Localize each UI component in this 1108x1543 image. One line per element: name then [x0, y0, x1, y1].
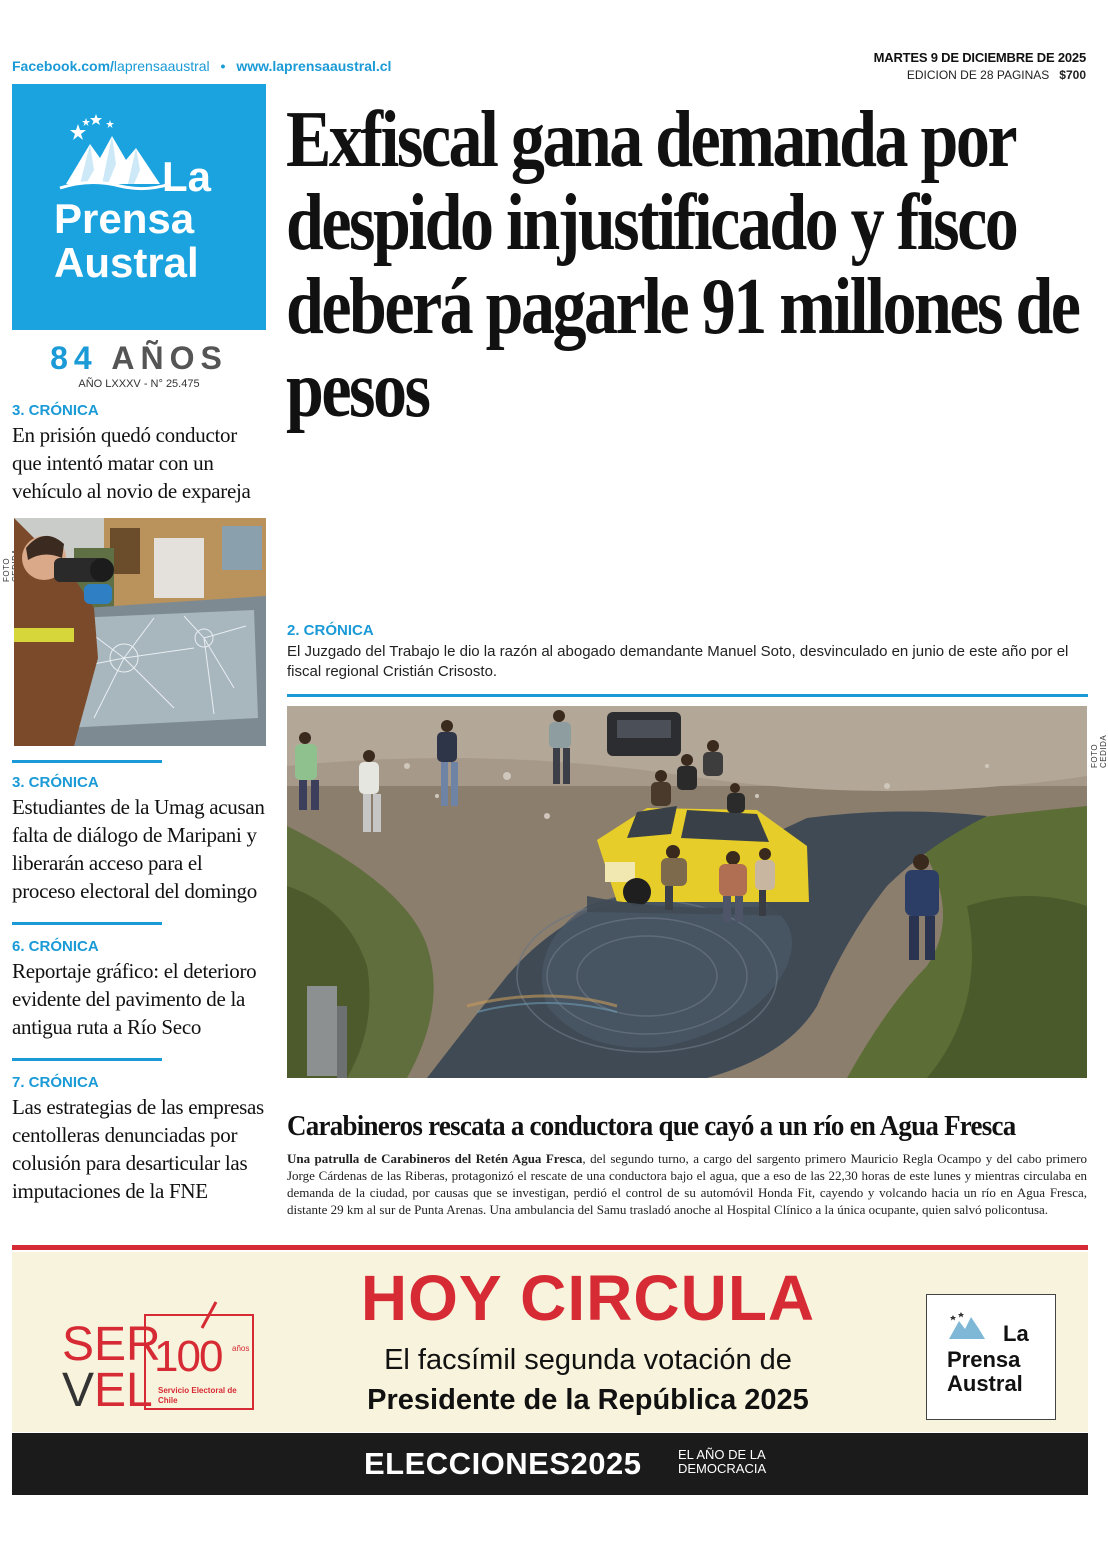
banner-subtitle-bold: Presidente de la República 2025: [367, 1384, 809, 1416]
caption-text: , del segundo turno, a cargo del sargento primero Mauricio Regla Ocampo y del cabo primero Jorge Cárdenas de las Riberas, protagonizó el rescate de una conductora bajo el agua, que a eso de las 22,30 horas de este lunes y mientras circulaba en demanda de la ciudad, por causas que se investigan, perdió el control de su automóvil Honda Fit, cayendo y volcando hacia un río en Agua Fresca, distante 29 km al sur de Punta Arenas. Una ambulancia del Samu trasladó anoche al Hospital Clínico a la única ocupante, quien salvó policontusa.: [287, 1151, 1087, 1218]
anniversary-number: 84: [50, 340, 98, 376]
anniversary: [12, 340, 266, 377]
sidebar-story-3[interactable]: [12, 938, 270, 1041]
logo-word-la: La: [162, 153, 212, 200]
section-label: 7. CRÓNICA: [12, 1074, 99, 1091]
centenary-word: años: [232, 1344, 250, 1353]
sidebar-story-1[interactable]: [12, 402, 270, 505]
servel-v: V: [62, 1363, 95, 1417]
divider: [12, 760, 162, 763]
dateline: [786, 50, 1086, 82]
elections-title: ELECCIONES2025: [364, 1446, 642, 1481]
mini-logo-la: La: [1003, 1321, 1029, 1346]
windshield-photo-image: [14, 518, 266, 746]
banner-top-rule: [12, 1245, 1088, 1250]
banner-subtitle: El facsímil segunda votación de: [384, 1344, 792, 1376]
website-link[interactable]: www.laprensaaustral.cl: [236, 58, 392, 74]
photo-caption-body: [287, 1150, 1087, 1219]
election-banner[interactable]: [12, 1252, 1088, 1432]
logo-word-austral: Austral: [54, 239, 199, 286]
section-label: 3. CRÓNICA: [12, 402, 99, 419]
photo-credit: FOTO CEDIDA: [1090, 734, 1108, 768]
issue-date: MARTES 9 DE DICIEMBRE DE 2025: [873, 50, 1086, 65]
section-label: 6. CRÓNICA: [12, 938, 99, 955]
caption-lead: Una patrulla de Carabineros del Retén Agua Fresca: [287, 1151, 583, 1166]
mini-mountains-icon: [947, 1311, 987, 1341]
servel-el: EL: [94, 1363, 153, 1417]
banner-title: HOY CIRCULA: [360, 1262, 816, 1334]
facebook-prefix[interactable]: Facebook.com/: [12, 58, 114, 74]
volume-number: AÑO LXXXV - N° 25.475: [78, 378, 200, 390]
social-links: [12, 58, 391, 74]
story-headline[interactable]: Las estrategias de las empresas centolleras denunciadas por colusión para desarticular las imputaciones de la FNE: [12, 1095, 264, 1204]
divider: [287, 694, 1088, 697]
sidebar-story-2[interactable]: [12, 774, 270, 906]
mini-logo: [926, 1294, 1056, 1420]
servel-top: SER: [62, 1318, 161, 1371]
slash-icon: [194, 1300, 224, 1330]
mini-logo-austral: Austral: [947, 1371, 1023, 1396]
sidebar-story-4[interactable]: [12, 1074, 270, 1206]
anniversary-word: AÑOS: [111, 340, 228, 376]
centenary-number: 100: [154, 1332, 222, 1381]
main-headline[interactable]: Exfiscal gana demanda por despido injustificado y fisco deberá pagarle 91 millones de pesos: [286, 94, 1079, 435]
photo-credit: FOTO: [2, 557, 11, 582]
logo-word-prensa: Prensa: [54, 195, 195, 242]
main-section-label: 2. CRÓNICA: [287, 622, 374, 639]
river-rescue-photo[interactable]: [287, 706, 1087, 1078]
elections-tagline: [678, 1448, 766, 1475]
windshield-photo[interactable]: [14, 518, 266, 746]
photo-caption-headline[interactable]: Carabineros rescata a conductora que cayó a un río en Agua Fresca: [287, 1110, 1016, 1142]
story-headline[interactable]: En prisión quedó conductor que intentó matar con un vehículo al novio de expareja: [12, 423, 251, 504]
edition-info: [786, 68, 1086, 82]
elections-bar: [12, 1433, 1088, 1495]
main-lead: El Juzgado del Trabajo le dio la razón al abogado demandante Manuel Soto, desvinculado en junio de este año por el fiscal regional Cristián Crisosto.: [287, 643, 1069, 680]
story-headline[interactable]: Reportaje gráfico: el deterioro evidente del pavimento de la antigua ruta a Río Seco: [12, 959, 257, 1040]
divider: [12, 1058, 162, 1061]
elections-tagline-1: EL AÑO DE LA: [678, 1447, 766, 1462]
centenary-logo: [144, 1314, 254, 1410]
newspaper-logo[interactable]: [12, 84, 266, 330]
mini-logo-prensa: Prensa: [947, 1347, 1021, 1372]
edition-pages: EDICION DE 28 PAGINAS: [906, 68, 1050, 82]
facebook-handle[interactable]: laprensaaustral: [113, 58, 210, 74]
river-rescue-image: [287, 706, 1087, 1078]
price: $700: [1059, 68, 1086, 82]
story-headline[interactable]: Estudiantes de la Umag acusan falta de diálogo de Maripani y liberarán acceso para el proceso electoral del domingo: [12, 795, 265, 904]
divider: [12, 922, 162, 925]
centenary-sub: Servicio Electoral de Chile: [158, 1386, 237, 1405]
section-label: 3. CRÓNICA: [12, 774, 99, 791]
mountains-logo-icon: [60, 114, 170, 194]
elections-tagline-2: DEMOCRACIA: [678, 1460, 767, 1476]
separator: •: [220, 58, 226, 74]
